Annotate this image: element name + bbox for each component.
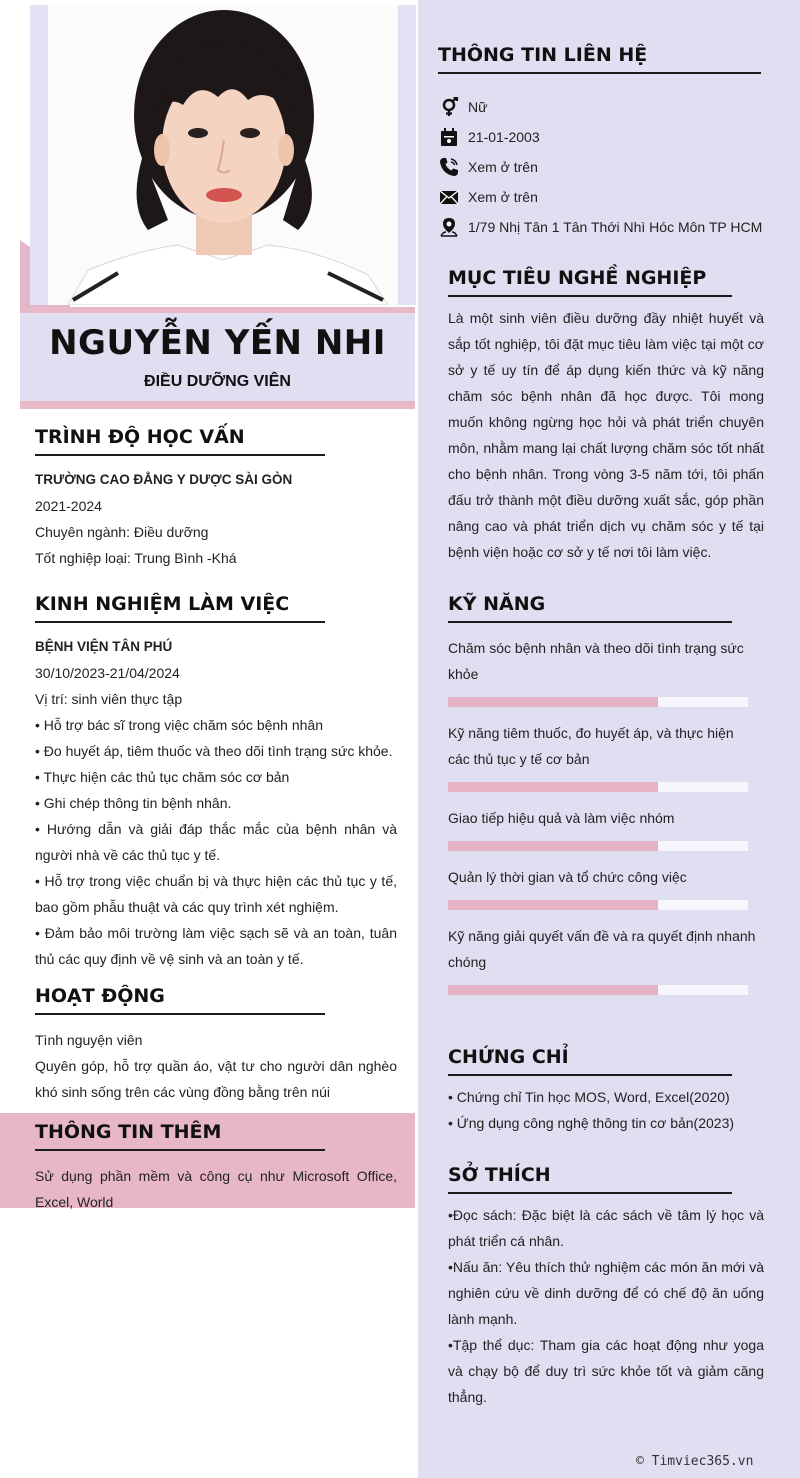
certificate-item: • Chứng chỉ Tin học MOS, Word, Excel(2020): [448, 1089, 730, 1105]
education-grade: Tốt nghiệp loại: Trung Bình -Khá: [35, 550, 237, 566]
extra-info-text: Sử dụng phần mềm và công cụ như Microsoft Office, Excel, World: [35, 1168, 397, 1210]
experience-details: [35, 634, 397, 972]
skill-bar: [448, 985, 748, 995]
hobby-item: •Nấu ăn: Yêu thích thử nghiệm các món ăn mới và nghiên cứu về dinh dưỡng để có chế độ ăn uống lành mạnh.: [448, 1259, 764, 1327]
candidate-role: ĐIỀU DƯỠNG VIÊN: [144, 373, 291, 390]
objective-text: Là một sinh viên điều dưỡng đầy nhiệt huyết và sắp tốt nghiệp, tôi đặt mục tiêu làm việc tại một cơ sở y tế uy tín để áp dụng kiến thức và kỹ năng chăm sóc bệnh nhân đã học được. Tôi mong muốn không ngừng học hỏi và phát triển chuyên môn, nhằm mang lại chất lượng chăm sóc tốt nhất cho bệnh nhân. Trong vòng 3-5 năm tới, tôi phấn đấu trở thành một điều dưỡng xuất sắc, góp phần nâng cao và phát triển dịch vụ chăm sóc y tế tại bệnh viện hoặc cơ sở y tế nơi tôi làm việc.: [448, 310, 764, 560]
duty-item: • Hỗ trợ trong việc chuẩn bị và thực hiện các thủ tục y tế, bao gồm phẫu thuật và các quy trình xét nghiệm.: [35, 873, 397, 915]
education-major: Chuyên ngành: Điều dưỡng: [35, 524, 209, 540]
contact-email: [438, 185, 538, 209]
name-band: [20, 307, 415, 409]
calendar-icon: [438, 126, 460, 148]
activities-title: HOẠT ĐỘNG: [35, 985, 325, 1015]
skill-bar: [448, 782, 748, 792]
hobby-item: •Tập thể dục: Tham gia các hoạt động như yoga và chạy bộ để duy trì sức khỏe tốt và giảm căng thẳng.: [448, 1337, 764, 1405]
education-details: [35, 467, 397, 571]
skill-bar-fill: [448, 841, 658, 851]
skill-bar: [448, 697, 748, 707]
gender-value: Nữ: [468, 99, 488, 115]
hobby-item: •Đọc sách: Đặc biệt là các sách về tâm lý học và phát triển cá nhân.: [448, 1207, 764, 1249]
contact-phone: [438, 155, 538, 179]
skill-bar-fill: [448, 697, 658, 707]
company-name: BỆNH VIỆN TÂN PHÚ: [35, 639, 173, 654]
birthday-value: 21-01-2003: [468, 129, 540, 145]
contact-birthday: [438, 125, 540, 149]
candidate-name: NGUYỄN YẾN NHI: [49, 323, 386, 363]
certificates-title: CHỨNG CHỈ: [448, 1046, 732, 1076]
activity-line: Quyên góp, hỗ trợ quần áo, vật tư cho người dân nghèo khó sinh sống trên các vùng đồng bằng trên núi: [35, 1058, 397, 1100]
duty-item: • Ghi chép thông tin bệnh nhân.: [35, 795, 232, 811]
hobbies-list: [448, 1202, 764, 1410]
duty-item: • Thực hiện các thủ tục chăm sóc cơ bản: [35, 769, 290, 785]
duty-item: • Hướng dẫn và giải đáp thắc mắc của bệnh nhân và người nhà về các thủ tục y tế.: [35, 821, 397, 863]
objective-title: MỤC TIÊU NGHỀ NGHIỆP: [448, 267, 732, 297]
hobbies-title: SỞ THÍCH: [448, 1164, 732, 1194]
address-value: 1/79 Nhị Tân 1 Tân Thới Nhì Hóc Môn TP HCM: [468, 219, 763, 235]
experience-position: Vị trí: sinh viên thực tập: [35, 691, 183, 707]
skill-label: Kỹ năng giải quyết vấn đề và ra quyết định nhanh chóng: [448, 928, 756, 970]
contact-gender: [438, 95, 487, 119]
activity-line: Tình nguyện viên: [35, 1032, 143, 1048]
duty-item: • Đo huyết áp, tiêm thuốc và theo dõi tình trạng sức khỏe.: [35, 743, 393, 759]
photo-frame: [30, 5, 416, 305]
contact-address: [438, 215, 762, 239]
experience-period: 30/10/2023-21/04/2024: [35, 665, 180, 681]
location-icon: [438, 216, 460, 238]
skills-title: KỸ NĂNG: [448, 593, 732, 623]
certificate-item: • Ứng dụng công nghệ thông tin cơ bản(2023): [448, 1115, 735, 1131]
skill-bar: [448, 900, 748, 910]
experience-title: KINH NGHIỆM LÀM VIỆC: [35, 593, 325, 623]
gender-icon: [438, 96, 460, 118]
education-title: TRÌNH ĐỘ HỌC VẤN: [35, 426, 325, 456]
email-icon: [438, 186, 460, 208]
extra-info-title: THÔNG TIN THÊM: [35, 1121, 325, 1151]
phone-value: Xem ở trên: [468, 159, 538, 175]
skill-bar-fill: [448, 782, 658, 792]
duty-item: • Hỗ trợ bác sĩ trong việc chăm sóc bệnh nhân: [35, 717, 324, 733]
footer-watermark: © Timviec365.vn: [636, 1454, 754, 1469]
education-years: 2021-2024: [35, 498, 102, 514]
skill-bar-fill: [448, 985, 658, 995]
skill-label: Chăm sóc bệnh nhân và theo dõi tình trạng sức khỏe: [448, 640, 744, 682]
skill-label: Giao tiếp hiệu quả và làm việc nhóm: [448, 810, 675, 826]
avatar: [48, 5, 398, 305]
email-value: Xem ở trên: [468, 189, 538, 205]
activities-details: [35, 1027, 397, 1105]
contact-title: THÔNG TIN LIÊN HỆ: [438, 44, 761, 74]
skill-bar: [448, 841, 748, 851]
phone-icon: [438, 156, 460, 178]
skill-label: Quản lý thời gian và tổ chức công việc: [448, 869, 687, 885]
certificates-list: [448, 1084, 764, 1136]
skill-label: Kỹ năng tiêm thuốc, đo huyết áp, và thực hiện các thủ tục y tế cơ bản: [448, 725, 734, 767]
skill-bar-fill: [448, 900, 658, 910]
duty-item: • Đảm bảo môi trường làm việc sạch sẽ và an toàn, tuân thủ các quy định về vệ sinh và an toàn y tế.: [35, 925, 397, 967]
school-name: TRƯỜNG CAO ĐẲNG Y DƯỢC SÀI GÒN: [35, 472, 293, 487]
